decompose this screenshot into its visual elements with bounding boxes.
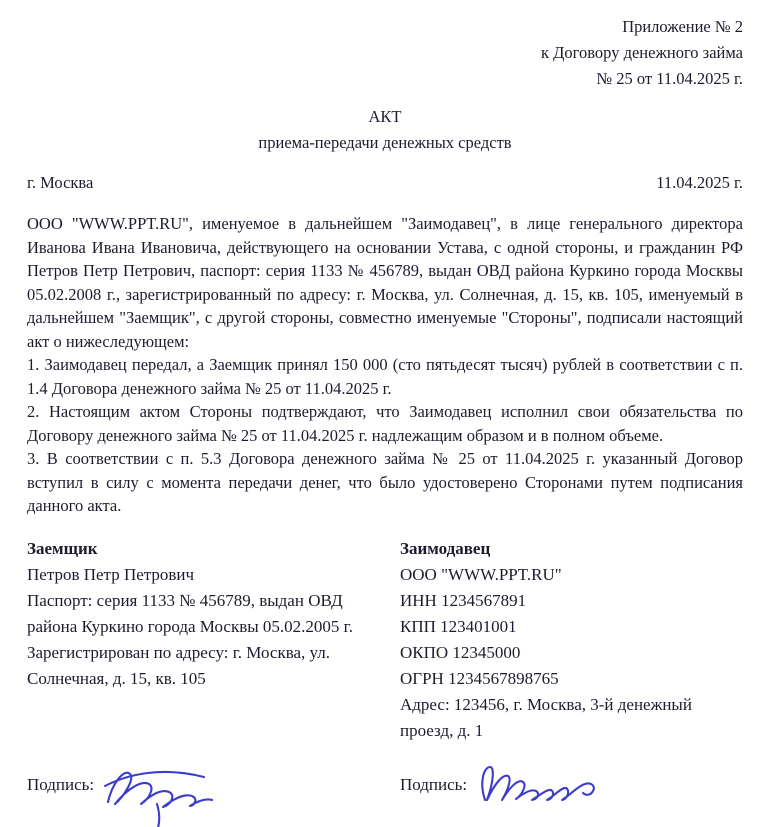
lender-kpp: КПП 123401001 [400,616,517,636]
title-block [27,104,743,156]
appendix-line-2: к Договору денежного займа [541,43,743,62]
lender-section [400,536,743,744]
clause-2: 2. Настоящим актом Стороны подтверждают, что Заимодавец исполнил свои обязательства по Договору денежного займа № 25 от 11.04.2025 г. надлежащим образом и в полном объеме. [27,402,743,445]
appendix-line-3: № 25 от 11.04.2025 г. [596,69,743,88]
signatures-row [27,758,743,827]
document-subtitle: приема-передачи денежных средств [258,133,512,152]
appendix-line-1: Приложение № 2 [622,17,743,36]
intro-paragraph: ООО "WWW.PPT.RU", именуемое в дальнейшем "Заимодавец", в лице генерального директора Иванова Ивана Ивановича, действующего на основании Устава, с одной стороны, и гражданин РФ Петров Петр Петрович, паспорт: серия 1133 № 456789, выдан ОВД района Куркино города Москвы 05.02.2008 г., зарегистрированный по адресу: г. Москва, ул. Солнечная, д. 15, кв. 105, именуемый в дальнейшем "Заемщик", с другой стороны, совместно именуемые "Стороны", подписали настоящий акт о нижеследующем: [27,214,743,351]
borrower-name: Петров Петр Петрович [27,564,195,584]
lender-ogrn: ОГРН 1234567898765 [400,668,559,688]
borrower-address: Зарегистрирован по адресу: г. Москва, ул. Солнечная, д. 15, кв. 105 [27,642,331,688]
city-label: г. Москва [27,173,94,192]
lender-address: Адрес: 123456, г. Москва, 3-й денежный проезд, д. 1 [400,694,692,740]
lender-signature-block [400,758,743,810]
borrower-passport: Паспорт: серия 1133 № 456789, выдан ОВД района Куркино города Москвы 05.02.2005 г. [27,590,353,636]
lender-heading: Заимодавец [400,538,491,558]
date-label: 11.04.2025 г. [656,173,743,192]
lender-signature-image [473,758,605,810]
borrower-heading: Заемщик [27,538,98,558]
document-title: АКТ [368,107,402,126]
borrower-signature-block [27,758,387,827]
clause-1: 1. Заимодавец передал, а Заемщик принял 150 000 (сто пятьдесят тысяч) рублей в соответствии с п. 1.4 Договора денежного займа № 25 от 11.04.2025 г. [27,355,743,398]
city-date-row [27,170,743,196]
lender-signature-label: Подпись: [400,774,468,794]
body-text [27,212,743,518]
borrower-signature-label: Подпись: [27,774,95,794]
borrower-signature-image [100,758,218,827]
appendix-block [27,14,743,92]
lender-inn: ИНН 1234567891 [400,590,527,610]
borrower-section [27,536,387,744]
parties-block [27,536,743,744]
lender-company: ООО "WWW.PPT.RU" [400,564,562,584]
lender-okpo: ОКПО 12345000 [400,642,521,662]
clause-3: 3. В соответствии с п. 5.3 Договора денежного займа № 25 от 11.04.2025 г. указанный Договор вступил в силу с момента передачи денег, что было удостоверено Сторонами путем подписания данного акта. [27,449,743,515]
